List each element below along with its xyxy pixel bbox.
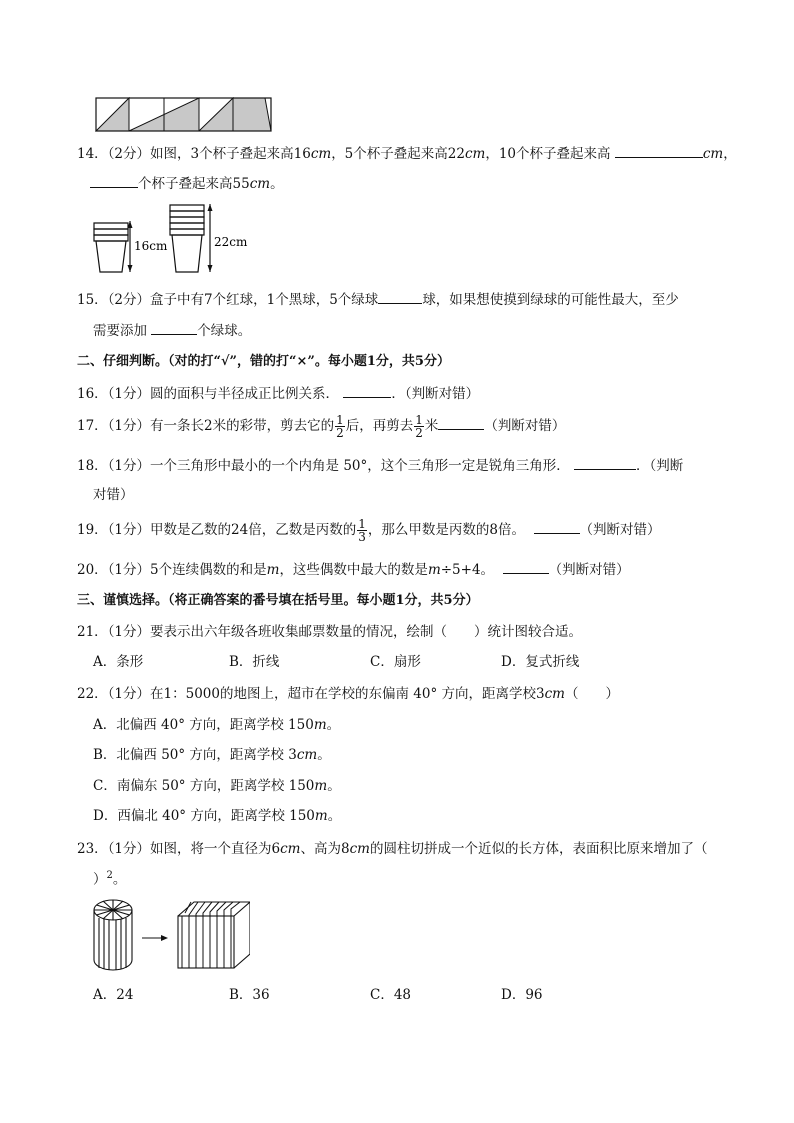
answer-blank[interactable] — [438, 415, 484, 430]
q23-option-a[interactable]: A．24 — [93, 987, 134, 1003]
question-23-line-1: 23．（1分）如图，将一个直径为6cm、高为8cm的圆柱切拼成一个近似的长方体，表面积比原来增加了（ — [77, 841, 708, 857]
question-22: 22．（1分）在1：5000的地图上，超市在学校的东偏南 40° 方向，距离学校3cm（ ） — [77, 686, 619, 702]
shaded-triangle-3 — [199, 98, 233, 131]
fraction-half: $\frac{1}{2}$ — [336, 413, 344, 440]
q23-option-d[interactable]: D．96 — [501, 987, 543, 1003]
question-15-line-2: 需要添加 个绿球。 — [93, 320, 251, 341]
answer-blank[interactable] — [503, 559, 549, 574]
answer-blank[interactable] — [90, 173, 138, 188]
stacked-cups-figure — [88, 200, 258, 278]
q22-option-a[interactable]: A．北偏西 40° 方向，距离学校 150m。 — [93, 717, 341, 733]
question-23-line-2: ）$^2$。 — [93, 870, 127, 888]
question-16: 16．（1分）圆的面积与半径成正比例关系． ．（判断对错） — [77, 383, 479, 404]
fraction-third: $\frac{1}{3}$ — [358, 517, 366, 544]
q22-option-d[interactable]: D．西偏北 40° 方向，距离学校 150m。 — [93, 808, 342, 824]
question-18-line-2: 对错） — [93, 487, 134, 503]
section-3-title: 三、谨慎选择。（将正确答案的番号填在括号里。每小题1分，共5分） — [77, 593, 479, 608]
cups-5-height-label: 22cm — [214, 235, 248, 249]
shaded-triangle-1 — [96, 98, 129, 131]
cylinder-to-cuboid-figure — [90, 896, 250, 972]
answer-blank[interactable] — [378, 289, 422, 304]
question-21: 21．（1分）要表示出六年级各班收集邮票数量的情况，绘制（ ）统计图较合适。 — [77, 624, 583, 640]
cups-3-height-label: 16cm — [134, 239, 168, 253]
q22-option-c[interactable]: C．南偏东 50° 方向，距离学校 150m。 — [93, 778, 341, 794]
answer-blank[interactable] — [615, 143, 703, 158]
q22-option-b[interactable]: B．北偏西 50° 方向，距离学校 3cm。 — [93, 747, 331, 763]
question-19: 19．（1分）甲数是乙数的24倍，乙数是丙数的 $\frac{1}{3}$ ，那么甲数是丙数的8倍。 （判断对错） — [77, 517, 661, 544]
answer-blank[interactable] — [534, 519, 580, 534]
q21-option-c[interactable]: C．扇形 — [370, 654, 421, 670]
q23-option-c[interactable]: C．48 — [370, 987, 412, 1003]
question-18-line-1: 18．（1分）一个三角形中最小的一个内角是 50°，这个三角形一定是锐角三角形． ．（判断 — [77, 455, 683, 476]
question-14-line-1: 14．（2分）如图，3个杯子叠起来高16cm，5个杯子叠起来高22cm，10个杯子叠起来高 cm， — [77, 143, 737, 164]
answer-blank[interactable] — [574, 455, 636, 470]
q21-option-a[interactable]: A．条形 — [93, 654, 144, 670]
shaded-strip-figure — [95, 97, 273, 133]
answer-blank[interactable] — [343, 383, 391, 398]
q21-option-b[interactable]: B．折线 — [229, 654, 280, 670]
q21-option-d[interactable]: D．复式折线 — [501, 654, 580, 670]
answer-blank[interactable] — [151, 320, 197, 335]
question-15-line-1: 15．（2分）盒子中有7个红球，1个黑球，5个绿球 球，如果想使摸到绿球的可能性最大，至少 — [77, 289, 679, 310]
question-17: 17．（1分）有一条长2米的彩带，剪去它的 $\frac{1}{2}$ 后，再剪去 $\frac{1}{2}$ 米 （判断对错） — [77, 413, 566, 440]
section-2-title: 二、仔细判断。（对的打“√”，错的打“×”。每小题1分，共5分） — [77, 354, 450, 369]
question-14-line-2: 个杯子叠起来高55cm。 — [90, 173, 284, 194]
shaded-trapezoid — [233, 98, 271, 131]
question-20: 20．（1分）5个连续偶数的和是m，这些偶数中最大的数是m÷5+4。 （判断对错） — [77, 559, 630, 580]
fraction-half: $\frac{1}{2}$ — [415, 413, 423, 440]
q23-option-b[interactable]: B．36 — [229, 987, 270, 1003]
